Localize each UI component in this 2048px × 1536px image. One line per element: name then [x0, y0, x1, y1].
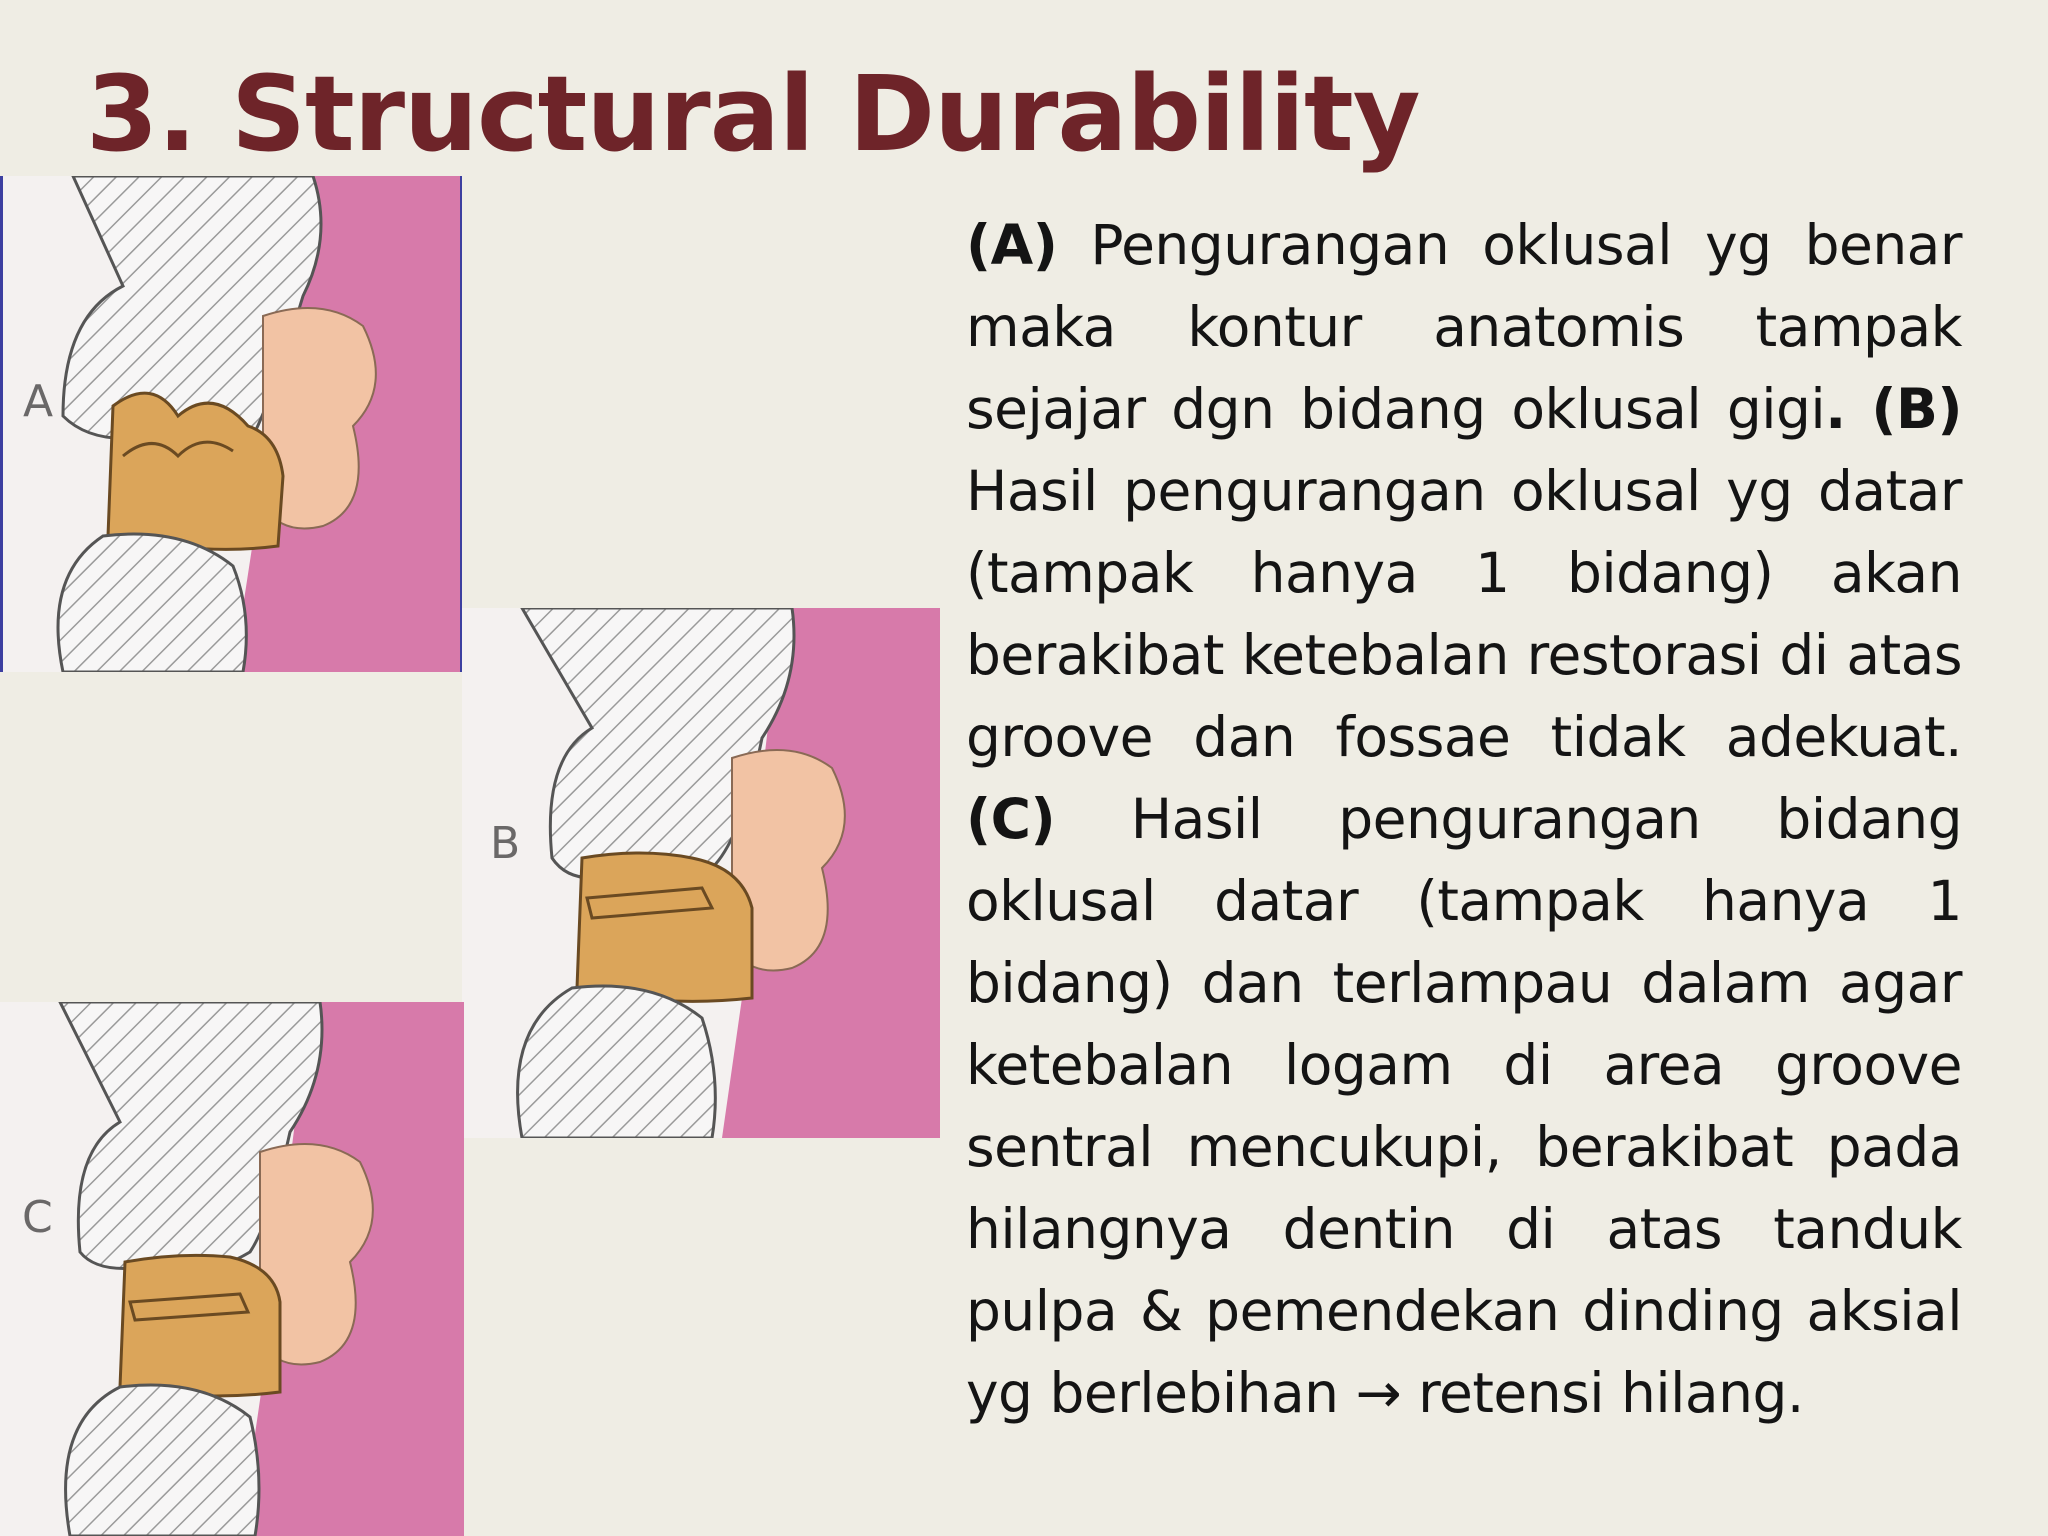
tooth-diagram-c — [0, 1002, 464, 1536]
tooth-diagram-b — [462, 608, 940, 1138]
panel-letter-c: C — [22, 1192, 53, 1243]
text-a: Pengurangan oklusal yg benar maka kontur anatomis tampak sejajar dgn bidang oklusal gigi — [966, 213, 1962, 441]
slide-title: 3. Structural Durability — [86, 53, 1420, 175]
text-c: Hasil pengurangan bidang oklusal datar (tampak hanya 1 bidang) dan terlampau dalam agar ketebalan logam di area groove sentral mencukupi, berakibat pada hilangnya dentin di atas tanduk pulpa & pemendekan dinding aksial yg berlebihan → retensi hilang. — [966, 787, 1962, 1425]
label-b: (B) — [1871, 377, 1963, 441]
panel-letter-a: A — [23, 376, 54, 427]
tooth-diagram-a — [0, 176, 462, 672]
label-c: (C) — [966, 787, 1056, 851]
text-b: Hasil pengurangan oklusal yg datar (tampak hanya 1 bidang) akan berakibat ketebalan restorasi di atas groove dan fossae tidak adekuat. — [966, 459, 1962, 769]
panel-letter-b: B — [490, 818, 521, 869]
period-bold: . — [1825, 377, 1846, 441]
description-paragraph — [966, 204, 1962, 1434]
label-a: (A) — [966, 213, 1058, 277]
